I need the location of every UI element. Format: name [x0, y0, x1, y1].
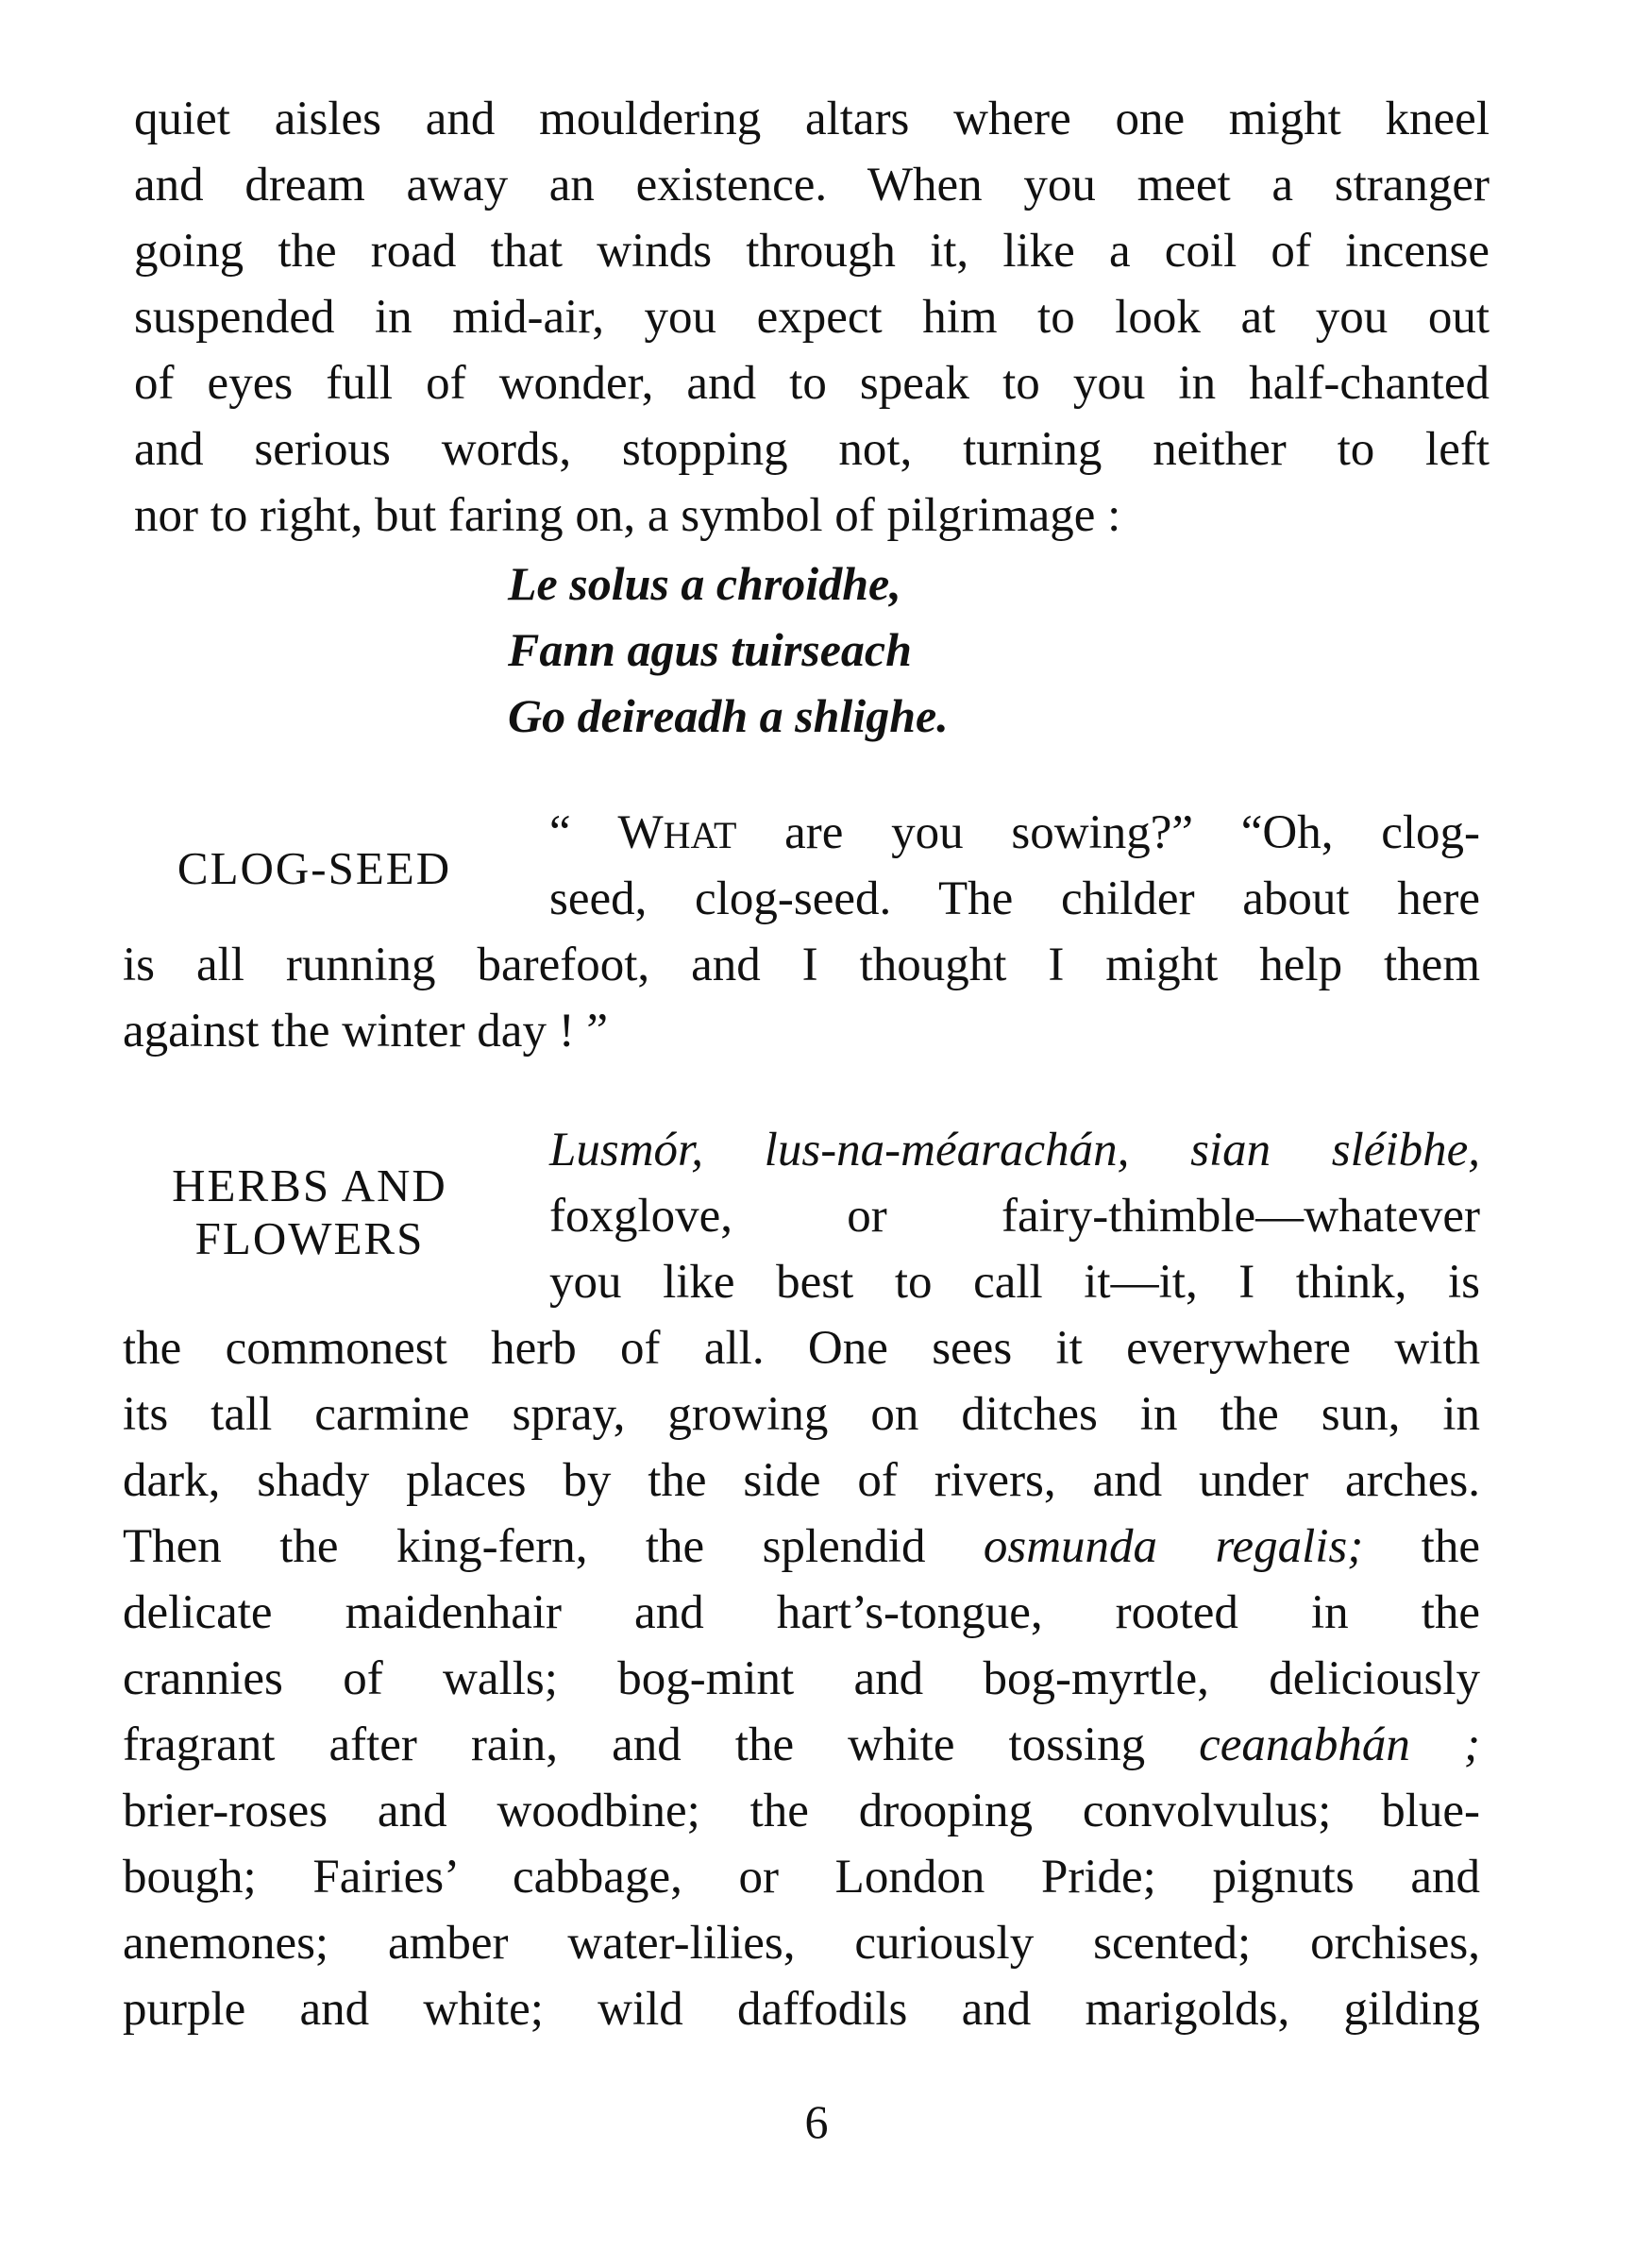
text-line: and dream away an existence. When you meet a stranger — [134, 159, 1490, 212]
text-line: dark, shady places by the side of rivers, and under arches. — [123, 1454, 1480, 1507]
text-line: nor to right, but faring on, a symbol of pilgrimage : — [134, 489, 1121, 542]
text-line: its tall carmine spray, growing on ditches in the sun, in — [123, 1388, 1480, 1441]
smallcaps-text: HAT — [663, 814, 737, 856]
text-line: quiet aisles and mouldering altars where one might kneel — [134, 93, 1490, 145]
text-line: going the road that winds through it, like a coil of incense — [134, 225, 1490, 278]
text-line — [549, 804, 1480, 861]
text-span: the — [1363, 1520, 1480, 1573]
smallcaps-initial: W — [617, 806, 664, 859]
text-line-italic: Lusmór, lus-na-méarachán, sian sléibhe, — [549, 1124, 1480, 1176]
verse-line: Go deireadh a shlighe. — [508, 689, 949, 742]
text-line — [123, 1518, 1480, 1575]
text-line: seed, clog-seed. The childer about here — [549, 872, 1480, 925]
text-line: suspended in mid-air, you expect him to look at you out — [134, 291, 1490, 344]
text-line: of eyes full of wonder, and to speak to you in half-chanted — [134, 357, 1490, 410]
side-heading-clog-seed: CLOG-SEED — [177, 842, 452, 894]
verse-line: Le solus a chroidhe, — [508, 557, 901, 610]
text-line: foxglove, or fairy-thimble—whatever — [549, 1190, 1480, 1243]
text-line: purple and white; wild daffodils and marigolds, gilding — [123, 1983, 1480, 2036]
text-span: are you sowing?” “Oh, clog- — [736, 806, 1480, 859]
text-span: fragrant after rain, and the white tossing — [123, 1718, 1200, 1771]
text-line: the commonest herb of all. One sees it everywhere with — [123, 1322, 1480, 1375]
text-line: is all running barefoot, and I thought I might help them — [123, 939, 1480, 991]
verse-line: Fann agus tuirseach — [508, 623, 912, 676]
side-heading-line: HERBS AND — [172, 1159, 447, 1211]
text-line: crannies of walls; bog-mint and bog-myrtle, deliciously — [123, 1652, 1480, 1705]
text-line: brier-roses and woodbine; the drooping convolvulus; blue- — [123, 1785, 1480, 1837]
italic-span: osmunda regalis; — [983, 1520, 1364, 1573]
side-heading-herbs-and-flowers — [121, 1159, 498, 1265]
page-number: 6 — [804, 2095, 829, 2148]
text-line: bough; Fairies’ cabbage, or London Pride; pignuts and — [123, 1851, 1480, 1904]
text-line: anemones; amber water-lilies, curiously scented; orchises, — [123, 1917, 1480, 1970]
text-line: delicate maidenhair and hart’s-tongue, rooted in the — [123, 1586, 1480, 1639]
text-line — [123, 1717, 1480, 1773]
text-line: against the winter day ! ” — [123, 1005, 609, 1058]
text-line: and serious words, stopping not, turning neither to left — [134, 423, 1490, 476]
side-heading-line: FLOWERS — [194, 1212, 425, 1264]
open-quote: “ — [549, 806, 618, 859]
text-span: Then the king-fern, the splendid — [123, 1520, 984, 1573]
text-line: you like best to call it—it, I think, is — [549, 1256, 1480, 1309]
italic-span: ceanabhán ; — [1199, 1718, 1480, 1771]
